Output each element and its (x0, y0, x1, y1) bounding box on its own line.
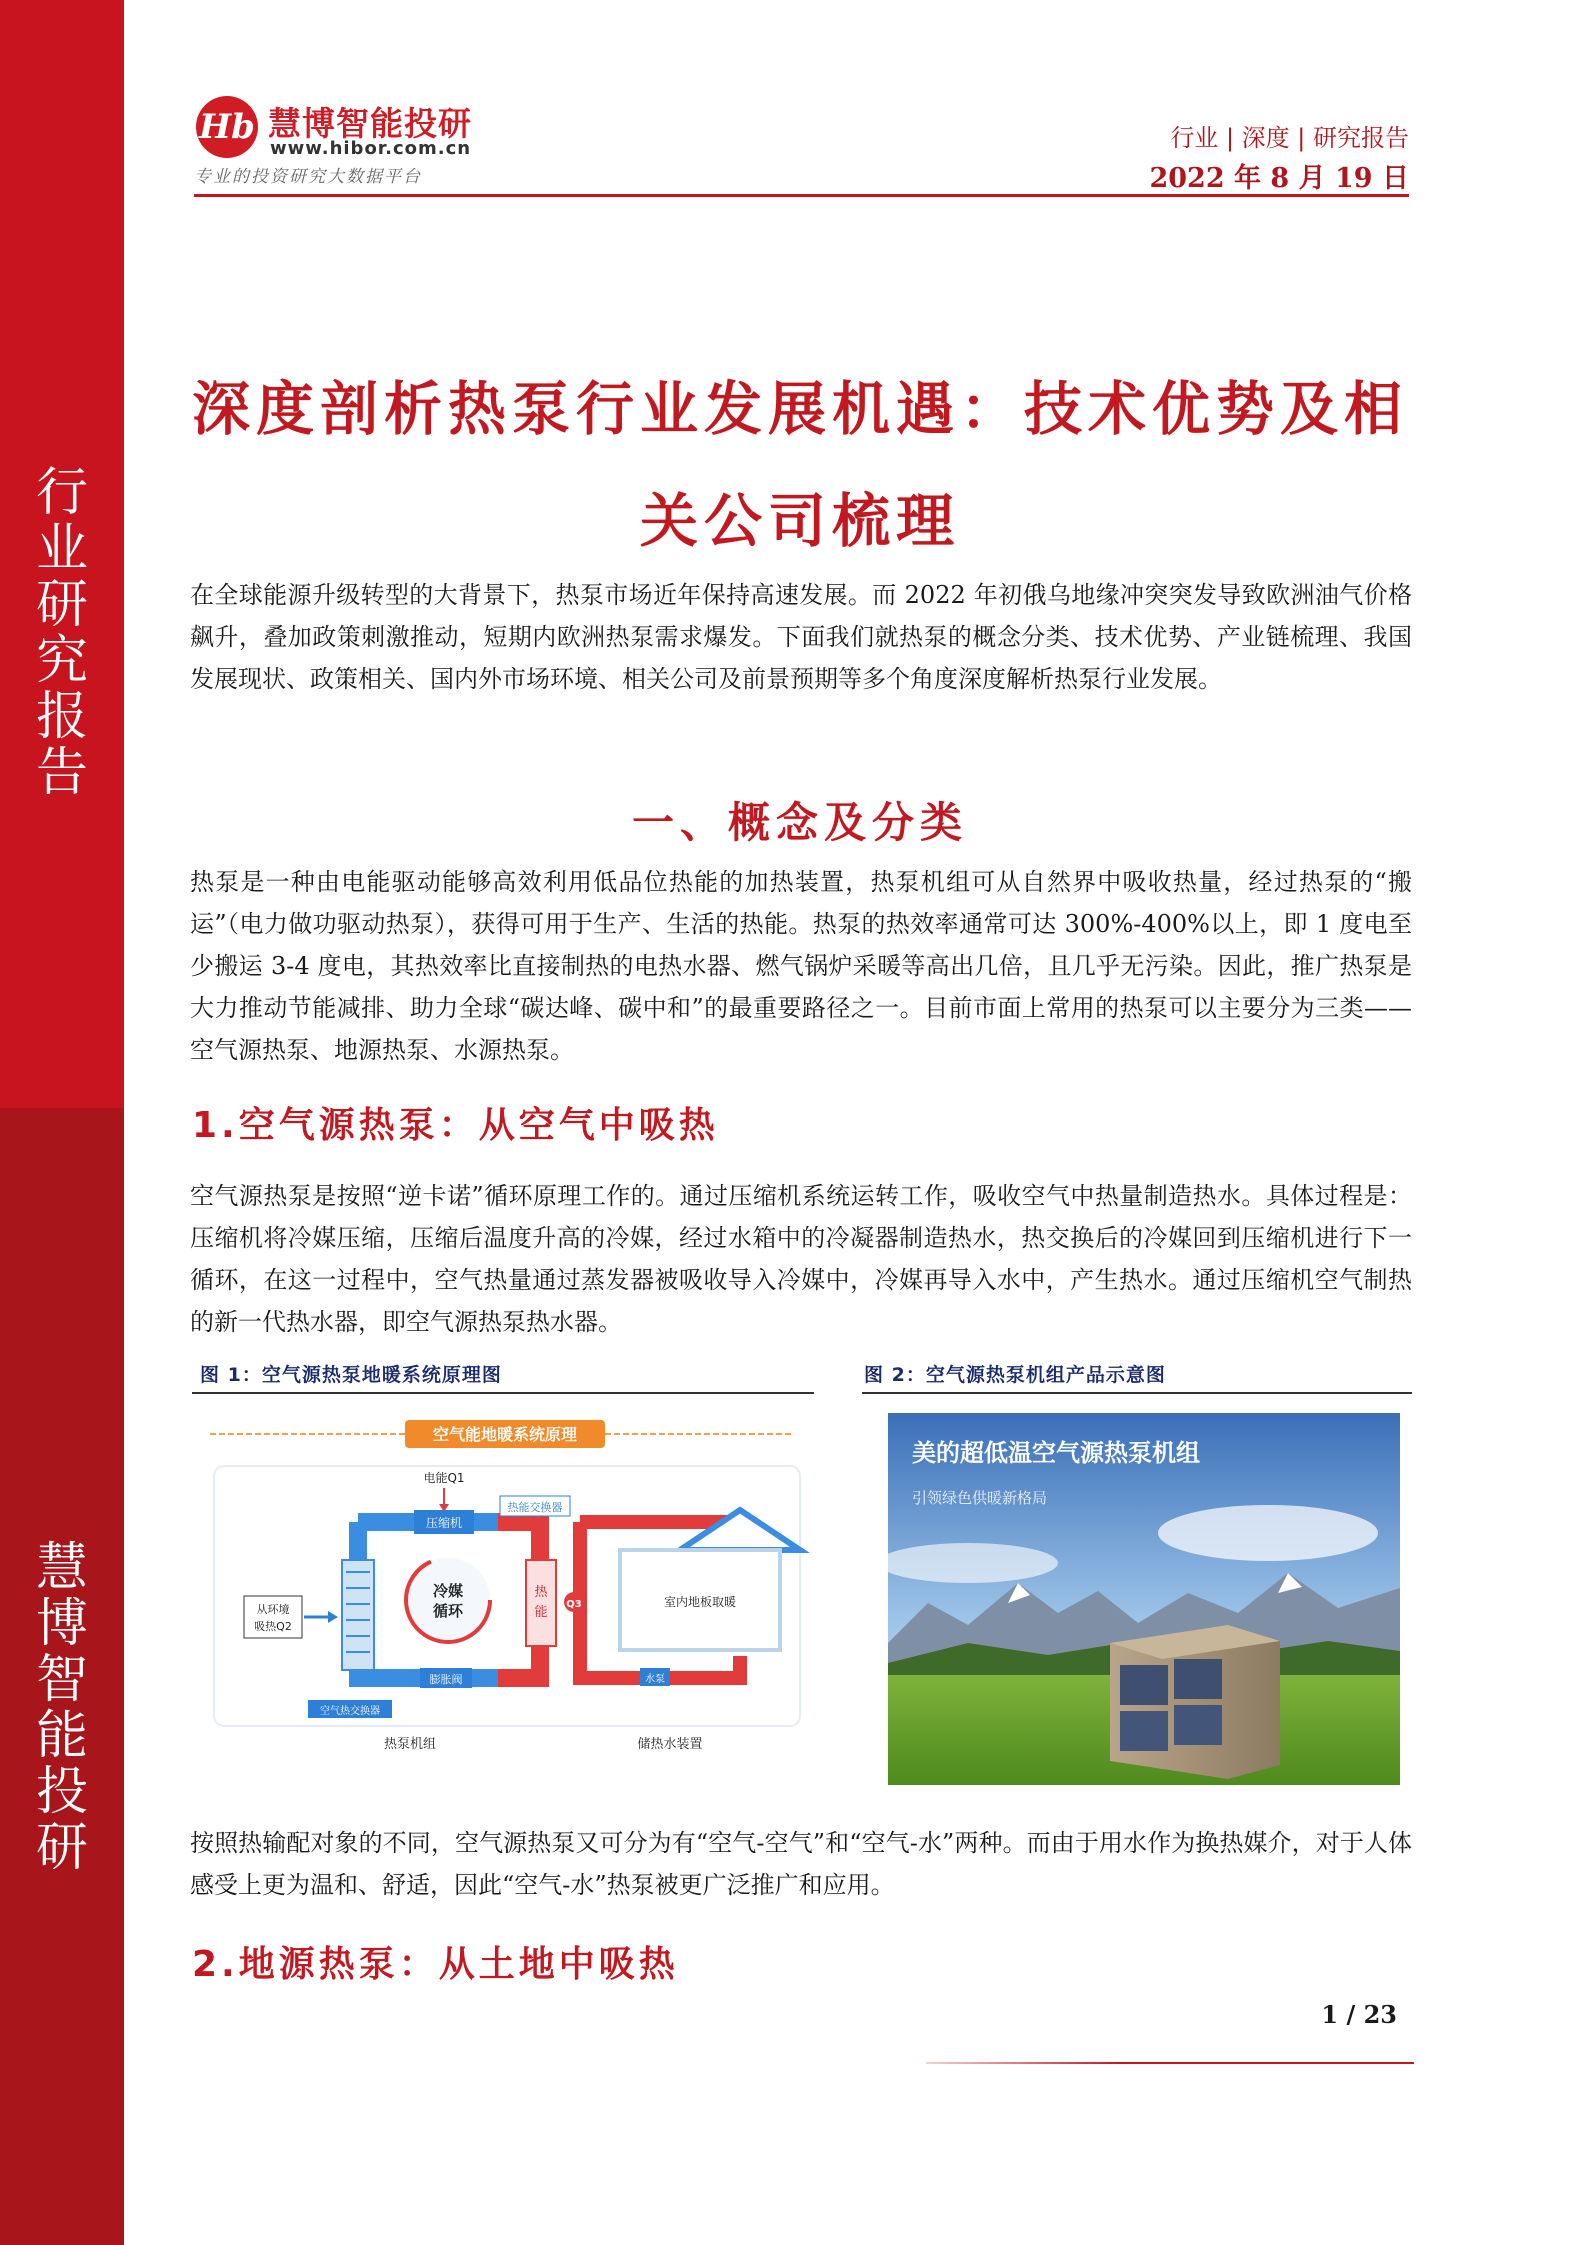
cycle-label-1: 冷媒 (432, 1582, 464, 1600)
brand-slogan: 专业的投资研究大数据平台 (194, 167, 422, 187)
sidebar-char: 究 (35, 631, 88, 691)
sidebar-char: 行 (35, 463, 88, 523)
sidebar-char: 告 (35, 743, 88, 803)
figure-1-rule (192, 1392, 814, 1394)
q3-label: Q3 (566, 1599, 582, 1610)
subsection-heading-ground-source: 2.地源热泵：从土地中吸热 (192, 1944, 679, 1985)
heat-exchanger-label: 热能交换器 (507, 1501, 563, 1514)
report-title-line-1: 深度剖析热泵行业发展机遇：技术优势及相 (191, 375, 1408, 443)
figure-2-rule (862, 1392, 1412, 1394)
ambient-label: 从环境 (256, 1603, 290, 1616)
air-exchanger-label: 空气热交换器 (320, 1706, 380, 1717)
sidebar-label-report-type (0, 465, 124, 801)
product-headline: 美的超低温空气源热泵机组 (912, 1439, 1200, 1467)
heat-label-2: 能 (534, 1605, 548, 1620)
sidebar-char: 智 (35, 1650, 88, 1710)
ambient-label-2: 吸热Q2 (254, 1620, 292, 1633)
section-heading-concept: 一、概念及分类 (631, 798, 968, 847)
storage-label: 储热水装置 (637, 1737, 703, 1752)
figure-2-product-image (888, 1413, 1400, 1785)
brand-logo-icon: Hb (196, 96, 258, 158)
expansion-valve-label: 膨胀阀 (429, 1673, 463, 1686)
report-category: 行业 | 深度 | 研究报告 (1170, 124, 1409, 152)
report-date: 2022 年 8 月 19 日 (1149, 163, 1409, 194)
figure-2-caption: 图 2：空气源热泵机组产品示意图 (864, 1364, 1166, 1386)
header-divider (194, 194, 1409, 197)
intro-paragraph: 在全球能源升级转型的大背景下，热泵市场近年保持高速发展。而 2022 年初俄乌地缘冲突突发导致欧洲油气价格飙升，叠加政策刺激推动，短期内欧洲热泵需求爆发。下面我们就热泵的概念分类、技术优势、产业链梳理、我国发展现状、政策相关、国内外市场环境、相关公司及前景预期等多个角度深度解析热泵行业发展。 (190, 581, 1412, 693)
concept-paragraph: 热泵是一种由电能驱动能够高效利用低品位热能的加热装置，热泵机组可从自然界中吸收热量，经过热泵的“搬运”（电力做功驱动热泵），获得可用于生产、生活的热能。热泵的热效率通常可达 300%-400%以上，即 1 度电至少搬运 3-4 度电，其热效率比直接制热的电热水器、燃气锅炉采暖等高出几倍，且几乎无污染。因此，推广热泵是大力推动节能减排、助力全球“碳达峰、碳中和”的最重要路径之一。目前市面上常用的热泵可以主要分为三类——空气源热泵、地源热泵、水源热泵。 (190, 868, 1412, 1064)
diagram-banner-text: 空气能地暖系统原理 (432, 1425, 578, 1444)
air-source-paragraph: 空气源热泵是按照“逆卡诺”循环原理工作的。通过压缩机系统运转工作，吸收空气中热量制造热水。具体过程是：压缩机将冷媒压缩，压缩后温度升高的冷媒，经过水箱中的冷凝器制造热水，热交换后的冷媒回到压缩机进行下一循环，在这一过程中，空气热量通过蒸发器被吸收导入冷媒中，冷媒再导入水中，产生热水。通过压缩机空气制热的新一代热水器，即空气源热泵热水器。 (190, 1182, 1412, 1336)
sidebar-char: 慧 (35, 1538, 88, 1598)
cycle-label-2: 循环 (432, 1602, 464, 1620)
sidebar-char: 报 (35, 687, 88, 747)
heat-label-1: 热 (534, 1585, 548, 1600)
brand-name: 慧博智能投研 (268, 104, 472, 143)
pump-label: 水泵 (645, 1674, 665, 1685)
report-title-line-2: 关公司梳理 (639, 487, 960, 555)
floor-heating-label: 室内地板取暖 (663, 1595, 737, 1609)
air-source-types-paragraph: 按照热输配对象的不同，空气源热泵又可分为有“空气-空气”和“空气-水”两种。而由于用水作为换热媒介，对于人体感受上更为温和、舒适，因此“空气-水”热泵被更广泛推广和应用。 (190, 1829, 1412, 1899)
brand-url[interactable]: www.hibor.com.cn (270, 138, 472, 159)
product-tagline: 引领绿色供暖新格局 (912, 1489, 1048, 1507)
power-label: 电能Q1 (423, 1471, 465, 1485)
compressor-label: 压缩机 (425, 1516, 463, 1530)
sidebar-char: 研 (35, 1818, 88, 1878)
sidebar-char: 业 (35, 519, 88, 579)
sidebar-char: 投 (35, 1762, 88, 1822)
subsection-heading-air-source: 1.空气源热泵：从空气中吸热 (192, 1105, 719, 1146)
sidebar-label-brand (0, 1540, 124, 1876)
page-number: 1 / 23 (1321, 2000, 1397, 2029)
footer-divider (926, 2062, 1414, 2064)
figure-1-diagram (200, 1410, 814, 1770)
sidebar-char: 能 (35, 1706, 88, 1766)
sidebar-char: 研 (35, 575, 88, 635)
heat-pump-unit-label: 热泵机组 (383, 1737, 437, 1752)
sidebar-char: 博 (35, 1594, 88, 1654)
figure-1-caption: 图 1：空气源热泵地暖系统原理图 (200, 1364, 502, 1386)
